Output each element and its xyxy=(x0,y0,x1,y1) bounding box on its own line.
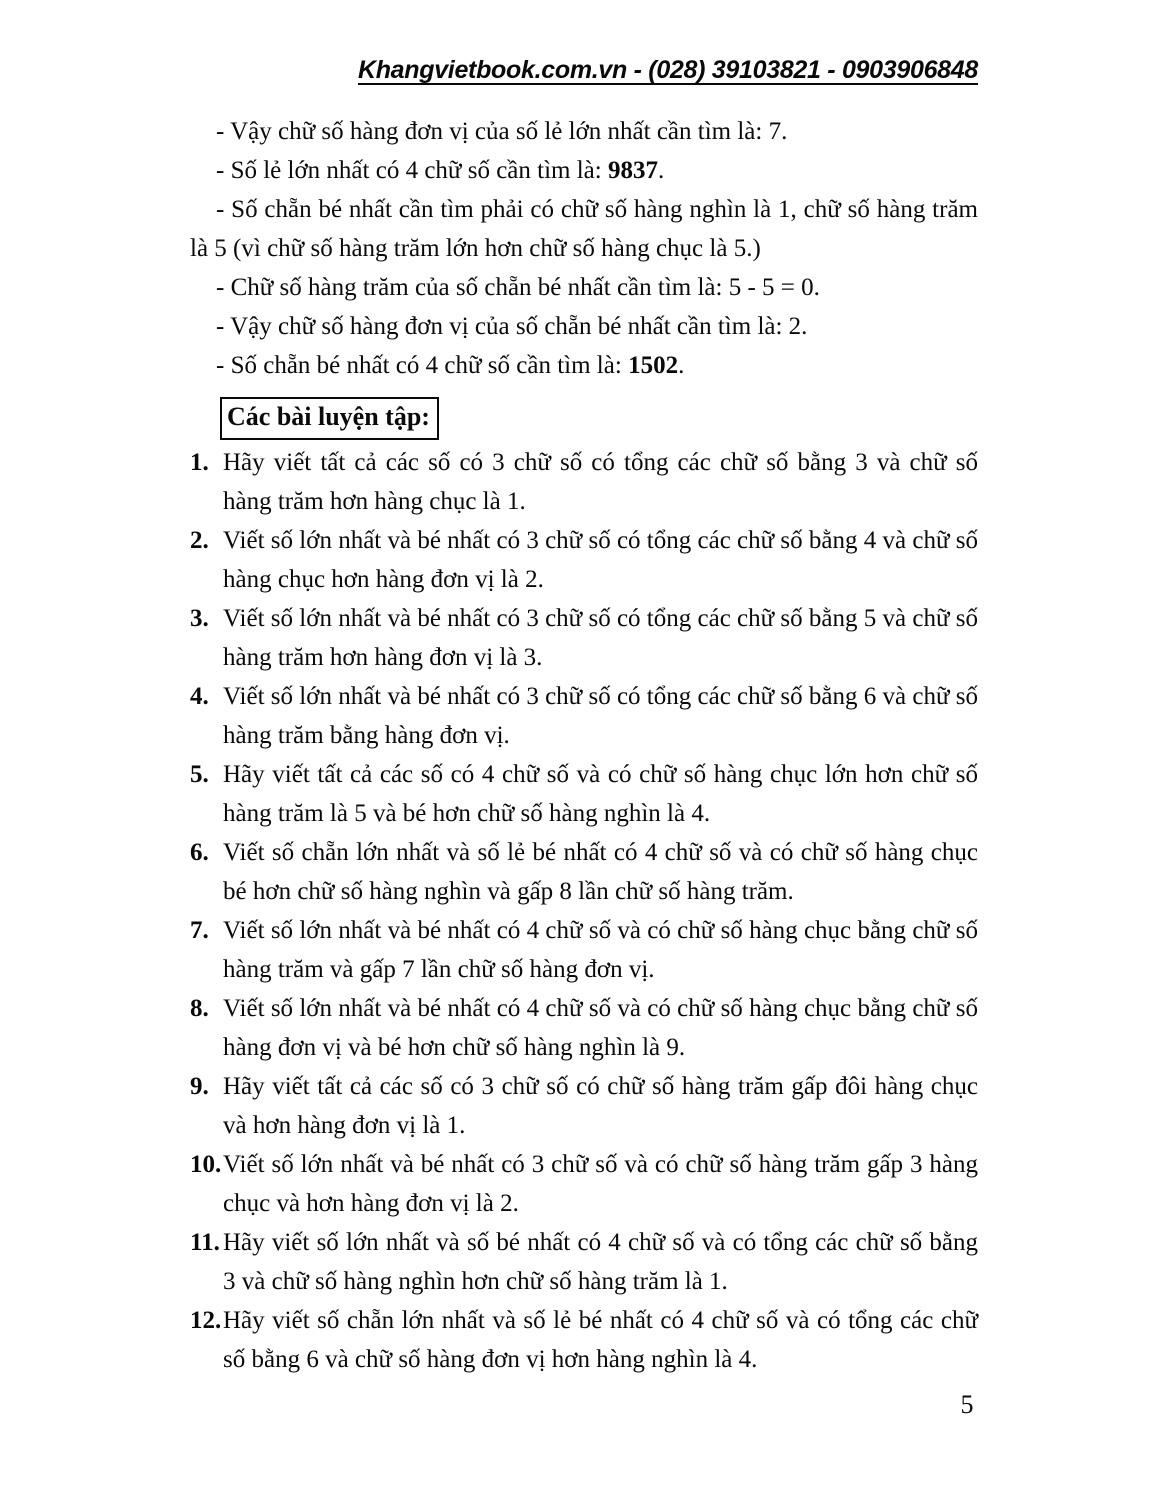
exercise-text: Hãy viết tất cả các số có 3 chữ số có tổng các chữ số bằng 3 và chữ số hàng trăm hơn hàng chục là 1. xyxy=(223,449,978,515)
exercise-item xyxy=(190,1301,978,1379)
exercise-number: 10. xyxy=(190,1151,222,1178)
page-header xyxy=(190,56,978,85)
solution-line-text: - Vậy chữ số hàng đơn vị của số chẵn bé nhất cần tìm là: 2. xyxy=(216,313,808,340)
exercise-number: 6. xyxy=(190,839,209,866)
exercise-item xyxy=(190,911,978,989)
exercise-list xyxy=(190,443,978,1379)
exercise-item xyxy=(190,521,978,599)
exercises-heading-box xyxy=(220,397,439,440)
solution-line-text: - Số lẻ lớn nhất có 4 chữ số cần tìm là: xyxy=(216,157,608,184)
solution-line-text: - Số chẵn bé nhất cần tìm phải có chữ số hàng nghìn là 1, chữ số hàng trăm là 5 (vì chữ số hàng trăm lớn hơn chữ số hàng chục là 5.) xyxy=(190,196,978,262)
solution-line xyxy=(190,112,978,151)
solution-line xyxy=(190,268,978,307)
exercise-number: 1. xyxy=(190,449,209,476)
solution-line xyxy=(190,151,978,190)
exercise-text: Hãy viết số lớn nhất và số bé nhất có 4 chữ số và có tổng các chữ số bằng 3 và chữ số hàng nghìn hơn chữ số hàng trăm là 1. xyxy=(223,1229,978,1295)
website-contact-line: Khangvietbook.com.vn - (028) 39103821 - 0903906848 xyxy=(357,56,978,84)
exercise-item xyxy=(190,1223,978,1301)
page-content xyxy=(190,112,978,1379)
exercise-item xyxy=(190,833,978,911)
exercise-number: 7. xyxy=(190,917,209,944)
exercise-text: Viết số lớn nhất và bé nhất có 3 chữ số có tổng các chữ số bằng 5 và chữ số hàng trăm hơn hàng đơn vị là 3. xyxy=(223,605,978,671)
exercise-number: 3. xyxy=(190,605,209,632)
exercises-heading: Các bài luyện tập: xyxy=(227,402,430,431)
solution-line-text: - Vậy chữ số hàng đơn vị của số lẻ lớn nhất cần tìm là: 7. xyxy=(216,118,788,145)
solution-line-end: . xyxy=(657,157,665,184)
exercise-number: 9. xyxy=(190,1073,209,1100)
exercise-item xyxy=(190,1067,978,1145)
exercise-number: 2. xyxy=(190,527,209,554)
solution-answer-number: 9837 xyxy=(607,157,658,184)
exercise-text: Viết số lớn nhất và bé nhất có 3 chữ số có tổng các chữ số bằng 6 và chữ số hàng trăm bằng hàng đơn vị. xyxy=(223,683,978,749)
solution-line xyxy=(190,190,978,268)
exercise-text: Viết số lớn nhất và bé nhất có 4 chữ số và có chữ số hàng chục bằng chữ số hàng trăm và gấp 7 lần chữ số hàng đơn vị. xyxy=(223,917,978,983)
exercises-heading-row xyxy=(220,397,978,440)
exercise-item xyxy=(190,1145,978,1223)
solution-line-text: - Số chẵn bé nhất có 4 chữ số cần tìm là: xyxy=(216,352,629,379)
exercise-item xyxy=(190,755,978,833)
exercise-item xyxy=(190,443,978,521)
page-number: 5 xyxy=(960,1390,974,1419)
exercise-number: 12. xyxy=(190,1307,222,1334)
exercise-number: 11. xyxy=(190,1229,220,1256)
exercise-item xyxy=(190,677,978,755)
solution-line-text: - Chữ số hàng trăm của số chẵn bé nhất cần tìm là: 5 - 5 = 0. xyxy=(216,274,820,301)
exercise-text: Hãy viết số chẵn lớn nhất và số lẻ bé nhất có 4 chữ số và có tổng các chữ số bằng 6 và chữ số hàng đơn vị hơn hàng nghìn là 4. xyxy=(223,1307,978,1373)
exercise-text: Viết số lớn nhất và bé nhất có 4 chữ số và có chữ số hàng chục bằng chữ số hàng đơn vị và bé hơn chữ số hàng nghìn là 9. xyxy=(223,995,978,1061)
solution-section xyxy=(190,112,978,385)
exercise-text: Viết số lớn nhất và bé nhất có 3 chữ số có tổng các chữ số bằng 4 và chữ số hàng chục hơn hàng đơn vị là 2. xyxy=(223,527,978,593)
solution-answer-number: 1502 xyxy=(628,352,679,379)
exercise-item xyxy=(190,599,978,677)
solution-line xyxy=(190,346,978,385)
exercise-text: Hãy viết tất cả các số có 3 chữ số có chữ số hàng trăm gấp đôi hàng chục và hơn hàng đơn vị là 1. xyxy=(223,1073,978,1139)
solution-line-end: . xyxy=(678,352,685,379)
solution-line xyxy=(190,307,978,346)
exercise-text: Hãy viết tất cả các số có 4 chữ số và có chữ số hàng chục lớn hơn chữ số hàng trăm là 5 và bé hơn chữ số hàng nghìn là 4. xyxy=(223,761,978,827)
exercise-item xyxy=(190,989,978,1067)
exercise-number: 4. xyxy=(190,683,209,710)
exercise-number: 8. xyxy=(190,995,209,1022)
exercise-text: Viết số chẵn lớn nhất và số lẻ bé nhất có 4 chữ số và có chữ số hàng chục bé hơn chữ số hàng nghìn và gấp 8 lần chữ số hàng trăm. xyxy=(223,839,978,905)
exercise-number: 5. xyxy=(190,761,209,788)
exercise-text: Viết số lớn nhất và bé nhất có 3 chữ số và có chữ số hàng trăm gấp 3 hàng chục và hơn hàng đơn vị là 2. xyxy=(223,1151,978,1217)
